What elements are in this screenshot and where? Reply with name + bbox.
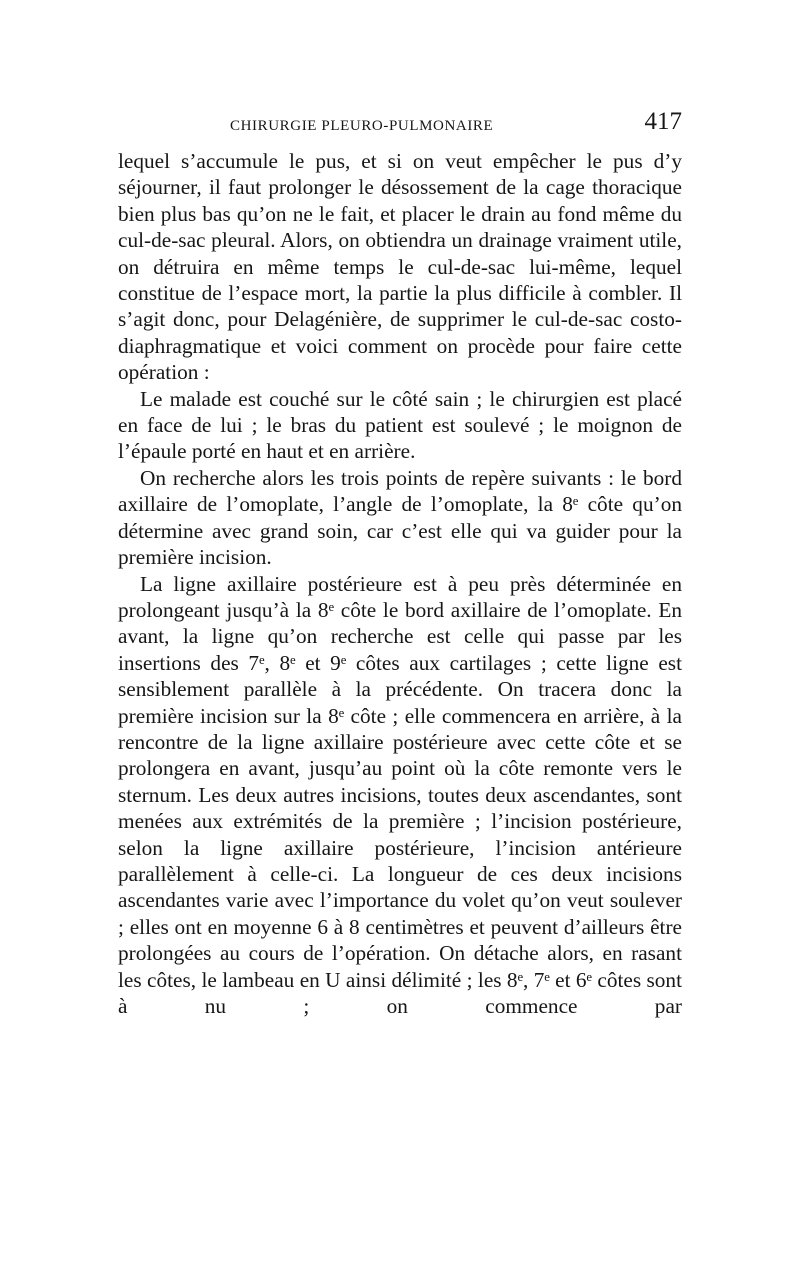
- paragraph-4: La ligne axillaire postérieure est à peu près déterminée en prolongeant jusqu’à la 8ᵉ côte le bord axillaire de l’omoplate. En avant, la ligne qu’on recherche est celle qui passe par les insertions des 7ᵉ, 8ᵉ et 9ᵉ côtes aux cartilages ; cette ligne est sensiblement parallèle à la précédente. On tracera donc la première incision sur la 8ᵉ côte ; elle commencera en arrière, à la rencontre de la ligne axillaire postérieure avec cette côte et se prolongera en avant, jusqu’au point où la côte remonte vers le sternum. Les deux autres incisions, toutes deux ascendantes, sont menées aux extrémités de la première ; l’incision postérieure, selon la ligne axillaire postérieure, l’incision antérieure parallèlement à celle-ci. La longueur de ces deux incisions ascendantes varie avec l’importance du volet qu’on veut soulever ; elles ont en moyenne 6 à 8 centimètres et peuvent d’ailleurs être prolongées au cours de l’opération. On détache alors, en rasant les côtes, le lambeau en U ainsi délimité ; les 8ᵉ, 7ᵉ et 6ᵉ côtes sont à nu ; on commence par: [118, 571, 682, 1018]
- body-text: [118, 148, 682, 1019]
- book-page: [118, 106, 682, 1019]
- paragraph-1: lequel s’accumule le pus, et si on veut empêcher le pus d’y séjourner, il faut prolonger le désossement de la cage thoracique bien plus bas qu’on ne le fait, et placer le drain au fond même du cul-de-sac pleural. Alors, on obtiendra un drainage vraiment utile, on détruira en même temps le cul-de-sac lui-même, lequel constitue de l’espace mort, la partie la plus difficile à combler. Il s’agit donc, pour Delagénière, de supprimer le cul-de-sac costo-diaphragmatique et voici comment on procède pour faire cette opération :: [118, 149, 682, 385]
- page-number: 417: [644, 108, 682, 135]
- paragraph-2: Le malade est couché sur le côté sain ; le chirurgien est placé en face de lui ; le bras du patient est soulevé ; le moignon de l’épaule porté en haut et en arrière.: [118, 386, 682, 464]
- page-header: [118, 106, 682, 148]
- paragraph-3: On recherche alors les trois points de repère suivants : le bord axillaire de l’omoplate, l’angle de l’omoplate, la 8ᵉ côte qu’on détermine avec grand soin, car c’est elle qui va guider pour la première incision.: [118, 465, 682, 570]
- running-title: CHIRURGIE PLEURO-PULMONAIRE: [230, 118, 494, 134]
